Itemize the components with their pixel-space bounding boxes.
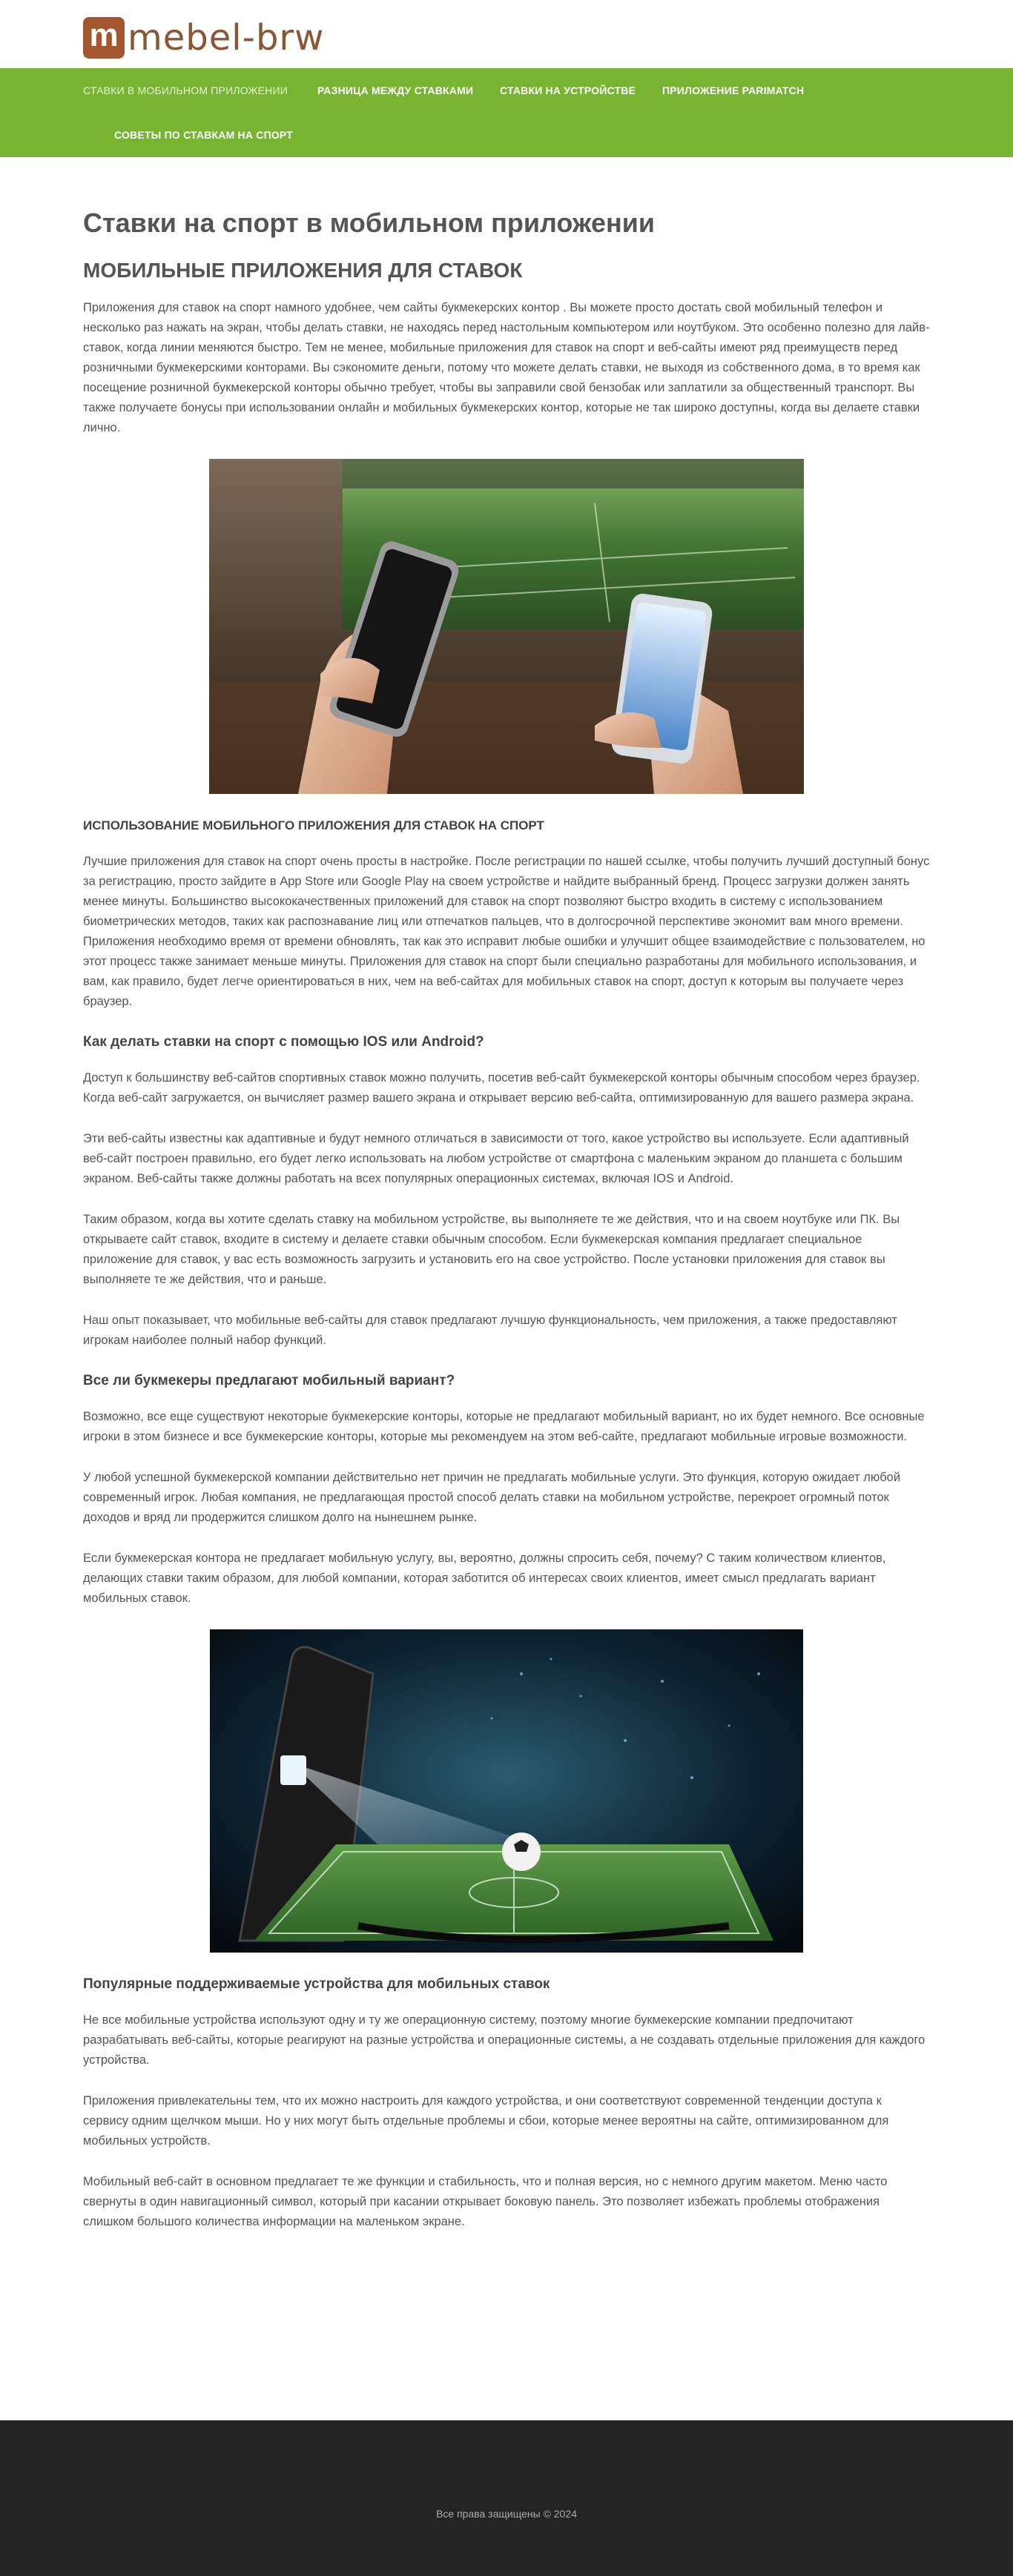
nav-item-bet-difference[interactable]: РАЗНИЦА МЕЖДУ СТАВКАМИ bbox=[317, 85, 474, 96]
section-heading-app-usage: ИСПОЛЬЗОВАНИЕ МОБИЛЬНОГО ПРИЛОЖЕНИЯ ДЛЯ СТАВОК НА СПОРТ bbox=[83, 818, 544, 832]
copyright-text: Все права защищены © 2024 bbox=[436, 2508, 577, 2520]
paragraph: Доступ к большинству веб-сайтов спортивных ставок можно получить, посетив веб-сайт букмекерской конторы обычным способом через браузер. Когда веб-сайт загружается, он вычисляет размер вашего экрана и открывает версию веб-сайта, оптимизированную для вашего размера экрана. bbox=[83, 1071, 920, 1105]
paragraph: Приложения привлекательны тем, что их можно настроить для каждого устройства, и они соответствуют современной тенденции доступа к сервису одним щелчком мыши. Но у них могут быть отдельные проблемы и сбои, которые менее вероятны на сайте, оптимизированном для мобильных устройств. bbox=[83, 2094, 889, 2148]
stadium-phone-image bbox=[210, 1629, 803, 1953]
nav-item-betting-tips[interactable]: СОВЕТЫ ПО СТАВКАМ НА СПОРТ bbox=[114, 129, 294, 141]
site-logo[interactable] bbox=[83, 17, 324, 59]
article-content bbox=[83, 157, 930, 2253]
main-navigation bbox=[0, 68, 1013, 157]
section-heading-mobile-apps: МОБИЛЬНЫЕ ПРИЛОЖЕНИЯ ДЛЯ СТАВОК bbox=[83, 259, 523, 282]
nav-item-mobile-betting[interactable]: СТАВКИ В МОБИЛЬНОМ ПРИЛОЖЕНИИ bbox=[83, 85, 288, 96]
hands-phones-tv-image bbox=[209, 459, 804, 794]
section-heading-supported-devices: Популярные поддерживаемые устройства для мобильных ставок bbox=[83, 1976, 550, 1992]
paragraph: Таким образом, когда вы хотите сделать ставку на мобильном устройстве, вы выполняете те же действия, что и на своем ноутбуке или ПК. Вы открываете сайт ставок, входите в систему и делаете ставки обычным способом. Если букмекерская компания предлагает специальное приложение для ставок, у вас есть возможность загрузить и установить его на свое устройство. После установки приложения для ставок вы выполняете те же действия, что и раньше. bbox=[83, 1213, 900, 1286]
logo-text: mebel-brw bbox=[128, 17, 325, 59]
paragraph: Возможно, все еще существуют некоторые букмекерские конторы, которые не предлагают мобильный вариант, но их будет немного. Все основные игроки в этом бизнесе и все букмекерские конторы, которые мы рекомендуем на этом веб-сайте, предлагают мобильные игровые возможности. bbox=[83, 1410, 925, 1443]
site-footer bbox=[0, 2420, 1013, 2576]
paragraph: Не все мобильные устройства используют одну и ту же операционную систему, поэтому многие букмекерские компании предпочитают разрабатывать веб-сайты, которые реагируют на разные устройства и операционные системы, а не создавать отдельные приложения для каждого устройства. bbox=[83, 2013, 925, 2067]
paragraph: Приложения для ставок на спорт намного удобнее, чем сайты букмекерских контор . Вы можете просто достать свой мобильный телефон и несколько раз нажать на экран, чтобы делать ставки, не находясь перед настольным компьютером или ноутбуком. Это особенно полезно для лайв-ставок, когда линии меняются быстро. Тем не менее, мобильные приложения для ставок на спорт и веб-сайты имеют ряд преимуществ перед розничными букмекерскими конторами. Вы сэкономите деньги, потому что можете делать ставки, не выходя из собственного дома, в то время как посещение розничной букмекерской конторы обычно требует, чтобы вы заправили свой бензобак или заплатили за общественный транспорт. Вы также получаете бонусы при использовании онлайн и мобильных букмекерских контор, которые не так широко доступны, когда вы делаете ставки лично. bbox=[83, 301, 930, 434]
logo-mark-icon: m bbox=[83, 17, 125, 59]
nav-item-parimatch-app[interactable]: ПРИЛОЖЕНИЕ PARIMATCH bbox=[662, 85, 805, 96]
paragraph: Эти веб-сайты известны как адаптивные и будут немного отличаться в зависимости от того, какое устройство вы используете. Если адаптивный веб-сайт построен правильно, его будет легко использовать на любом устройстве от смартфона с маленьким экраном до планшета с большим экраном. Веб-сайты также должны работать на всех популярных операционных системах, включая IOS и Android. bbox=[83, 1132, 909, 1185]
paragraph: Мобильный веб-сайт в основном предлагает те же функции и стабильность, что и полная версия, но с немного другим макетом. Меню часто свернуты в один навигационный символ, который при касании открывает боковую панель. Это позволяет избежать проблемы отображения слишком большого количества информации на маленьком экране. bbox=[83, 2175, 888, 2228]
section-heading-ios-android: Как делать ставки на спорт с помощью IOS или Android? bbox=[83, 1034, 484, 1050]
paragraph: У любой успешной букмекерской компании действительно нет причин не предлагать мобильные услуги. Это функция, которую ожидает любой современный игрок. Любая компания, не предлагающая простой способ делать ставки на мобильном устройстве, перекроет огромный поток доходов и вряд ли продержится слишком долго на нынешнем рынке. bbox=[83, 1471, 901, 1524]
paragraph: Если букмекерская контора не предлагает мобильную услугу, вы, вероятно, должны спросить себя, почему? С таким количеством клиентов, делающих ставки таким образом, для любой компании, которая заботится об интересах своих клиентов, имеет смысл предлагать вариант мобильных ставок. bbox=[83, 1552, 886, 1605]
site-header bbox=[0, 0, 1013, 68]
paragraph: Наш опыт показывает, что мобильные веб-сайты для ставок предлагают лучшую функциональность, чем приложения, а также предоставляют игрокам наиболее полный набор функций. bbox=[83, 1314, 897, 1347]
nav-item-device-betting[interactable]: СТАВКИ НА УСТРОЙСТВЕ bbox=[500, 85, 636, 96]
page-title: Ставки на спорт в мобильном приложении bbox=[83, 208, 655, 238]
section-heading-all-bookmakers: Все ли букмекеры предлагают мобильный вариант? bbox=[83, 1373, 455, 1388]
paragraph: Лучшие приложения для ставок на спорт очень просты в настройке. После регистрации по нашей ссылке, чтобы получить лучший доступный бонус за регистрацию, просто зайдите в App Store или Google Play на своем устройстве и найдите выбранный бренд. Процесс загрузки должен занять менее минуты. Большинство высококачественных приложений для ставок на спорт позволяют быстро входить в систему с использованием биометрических методов, таких как распознавание лиц или отпечатков пальцев, что в долгосрочной перспективе экономит вам много времени. Приложения необходимо время от времени обновлять, так как это исправит любые ошибки и улучшит общее взаимодействие с пользователем, но этот процесс также занимает меньше минуты. Приложения для ставок на спорт были специально разработаны для мобильного использования, и вам, как правило, будет легче ориентироваться в них, чем на веб-сайтах для мобильных ставок на спорт, доступ к которым вы получаете через браузер. bbox=[83, 855, 930, 1008]
